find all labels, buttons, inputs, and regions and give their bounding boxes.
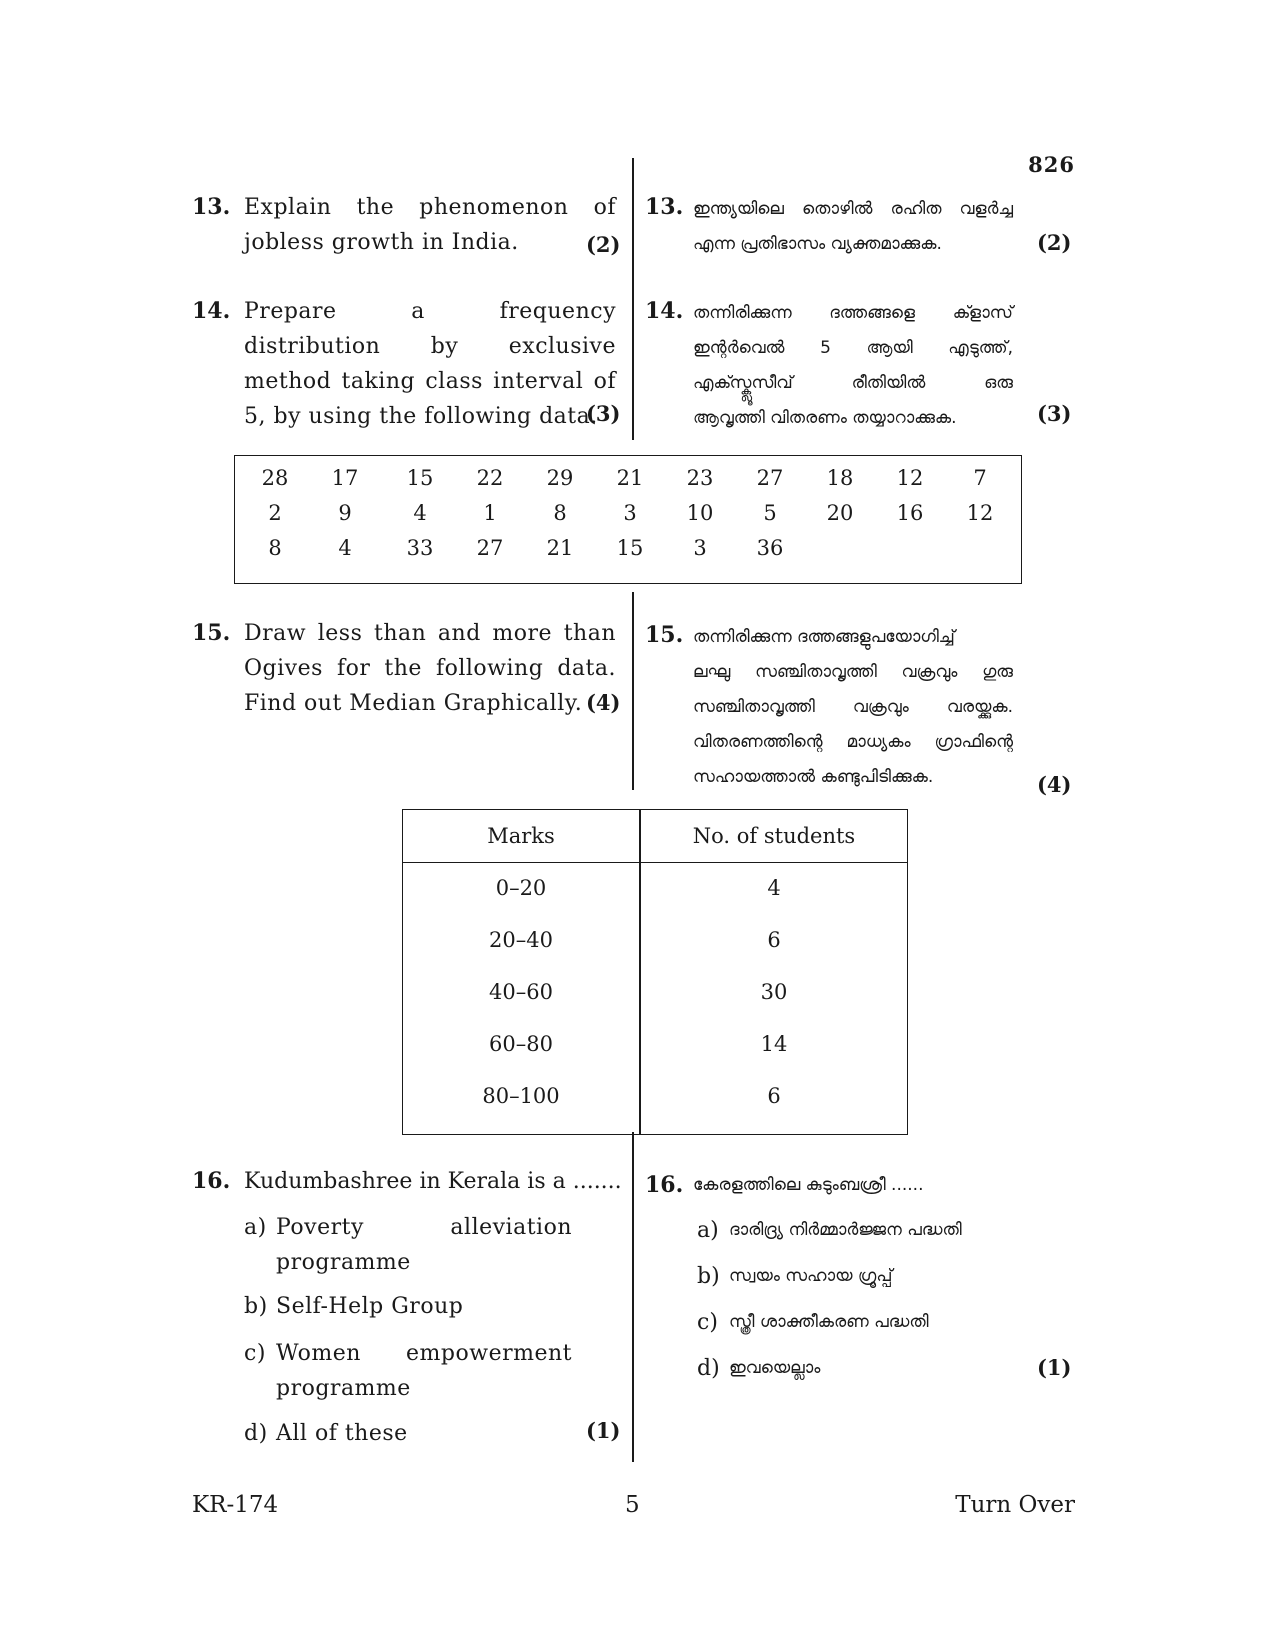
marks-label: (4) — [1037, 772, 1072, 797]
page-number: 5 — [625, 1492, 640, 1518]
table-header-students: No. of students — [692, 824, 856, 848]
question-text-line: Prepare a frequency — [244, 299, 616, 324]
question-text-line: Explain the phenomenon of — [244, 195, 616, 220]
option-c-malayalam — [697, 1305, 1017, 1340]
frequency-data-box — [234, 455, 1022, 584]
option-text: സ്ത്രീ ശാക്തീകരണ പദ്ധതി — [729, 1312, 929, 1332]
option-b-malayalam — [697, 1259, 1017, 1294]
question-stem: കേരളത്തിലെ കുടുംബശ്രീ ...... — [693, 1175, 924, 1195]
option-label: d) — [697, 1356, 720, 1381]
question-number: 15. — [645, 622, 684, 648]
question-14-malayalam — [645, 294, 1015, 434]
data-value: 3 — [623, 501, 637, 525]
marks-label: (1) — [586, 1418, 621, 1443]
question-number: 14. — [645, 298, 684, 324]
option-label: b) — [697, 1264, 720, 1289]
footer-code: KR-174 — [192, 1492, 279, 1518]
data-value: 5 — [763, 501, 777, 525]
data-value: 18 — [826, 466, 854, 490]
question-text-line: എക്സ്ക്ലൂസീവ് രീതിയിൽ ഒരു — [693, 373, 1013, 393]
data-value: 21 — [616, 466, 644, 490]
question-text-line: എന്ന പ്രതിഭാസം വ്യക്തമാക്കുക. — [693, 234, 942, 254]
question-text-line: സഞ്ചിതാവൃത്തി വക്രവും വരയ്ക്കുക. — [693, 697, 1013, 717]
question-text-line: സഹായത്താൽ കണ്ടുപിടിക്കുക. — [693, 767, 934, 787]
option-text-line: Poverty alleviation — [276, 1215, 572, 1240]
table-cell-marks: 40–60 — [489, 980, 553, 1004]
data-value: 36 — [756, 536, 784, 560]
option-d-english — [244, 1416, 574, 1451]
marks-label: (1) — [1037, 1355, 1072, 1380]
data-value: 1 — [483, 501, 497, 525]
data-value: 12 — [896, 466, 924, 490]
data-value: 2 — [268, 501, 282, 525]
option-b-english — [244, 1289, 574, 1324]
question-text-line: ലഘു സഞ്ചിതാവൃത്തി വക്രവും ഗുരു — [693, 662, 1013, 682]
question-text-line: 5, by using the following data. — [244, 404, 598, 429]
question-14-english — [192, 294, 632, 434]
data-value: 4 — [338, 536, 352, 560]
table-cell-students: 30 — [760, 980, 788, 1004]
data-value: 20 — [826, 501, 854, 525]
option-text: സ്വയം സഹായ ഗ്രൂപ്പ് — [729, 1266, 893, 1286]
data-value: 28 — [261, 466, 289, 490]
data-value: 15 — [406, 466, 434, 490]
question-number: 16. — [192, 1168, 231, 1194]
data-value: 9 — [338, 501, 352, 525]
option-label: a) — [244, 1215, 267, 1240]
table-cell-students: 6 — [767, 928, 781, 952]
data-value: 21 — [546, 536, 574, 560]
data-value: 27 — [476, 536, 504, 560]
question-16-english — [192, 1164, 632, 1204]
data-value: 15 — [616, 536, 644, 560]
option-text-line: Self-Help Group — [276, 1294, 464, 1319]
question-text-line: Draw less than and more than — [244, 621, 616, 646]
table-cell-marks: 0–20 — [495, 876, 547, 900]
question-15-malayalam — [645, 618, 1015, 798]
question-text-line: തന്നിരിക്കുന്ന ദത്തങ്ങളുപയോഗിച്ച് — [693, 627, 955, 647]
marks-label: (2) — [1037, 230, 1072, 255]
option-text-line: All of these — [276, 1421, 408, 1446]
data-value: 27 — [756, 466, 784, 490]
data-value: 23 — [686, 466, 714, 490]
option-text: ഇവയെല്ലാം — [729, 1358, 821, 1378]
question-number: 13. — [645, 194, 684, 220]
option-label: c) — [697, 1310, 718, 1335]
question-16-malayalam — [645, 1168, 1015, 1208]
data-value: 3 — [693, 536, 707, 560]
option-a-english — [244, 1210, 574, 1280]
table-cell-students: 4 — [767, 876, 781, 900]
data-value: 8 — [268, 536, 282, 560]
question-text-line: distribution by exclusive — [244, 334, 616, 359]
table-cell-marks: 60–80 — [489, 1032, 553, 1056]
table-cell-students: 14 — [760, 1032, 788, 1056]
marks-frequency-table — [402, 809, 908, 1135]
data-value: 7 — [973, 466, 987, 490]
option-label: c) — [244, 1341, 266, 1366]
table-cell-students: 6 — [767, 1084, 781, 1108]
data-value: 12 — [966, 501, 994, 525]
question-text-line: വിതരണത്തിന്റെ മാധ്യകം ഗ്രാഫിന്റെ — [693, 732, 1013, 752]
option-text-line: Women empowerment — [276, 1341, 572, 1366]
data-value: 10 — [686, 501, 714, 525]
question-stem: Kudumbashree in Kerala is a ....... — [244, 1169, 622, 1194]
option-label: b) — [244, 1294, 268, 1319]
question-text-line: Find out Median Graphically. — [244, 691, 583, 716]
question-text-line: method taking class interval of — [244, 369, 616, 394]
turn-over-label: Turn Over — [955, 1492, 1075, 1518]
column-divider-2 — [632, 592, 634, 790]
table-header-marks: Marks — [487, 824, 555, 848]
column-divider-1 — [632, 158, 634, 440]
question-text-line: jobless growth in India. — [244, 230, 519, 255]
question-text-line: Ogives for the following data. — [244, 656, 616, 681]
option-d-malayalam — [697, 1351, 1017, 1386]
question-number: 14. — [192, 298, 231, 324]
marks-label: (2) — [586, 232, 621, 257]
option-text-line: programme — [276, 1376, 411, 1401]
data-value: 4 — [413, 501, 427, 525]
marks-label: (4) — [586, 690, 621, 715]
data-value: 17 — [331, 466, 359, 490]
column-divider-3 — [632, 1132, 634, 1462]
question-13-malayalam — [645, 190, 1015, 270]
table-cell-marks: 20–40 — [489, 928, 553, 952]
data-value: 22 — [476, 466, 504, 490]
data-value: 8 — [553, 501, 567, 525]
option-text-line: programme — [276, 1250, 411, 1275]
question-number: 16. — [645, 1172, 684, 1198]
option-label: d) — [244, 1421, 268, 1446]
paper-code: 826 — [1028, 152, 1075, 177]
question-number: 13. — [192, 194, 231, 220]
option-text: ദാരിദ്ര്യ നിർമ്മാർജ്ജന പദ്ധതി — [729, 1220, 962, 1240]
data-value: 16 — [896, 501, 924, 525]
question-number: 15. — [192, 620, 231, 646]
question-text-line: ഇന്റർവെൽ 5 ആയി എടുത്ത്, — [693, 338, 1013, 358]
marks-label: (3) — [586, 401, 621, 426]
table-cell-marks: 80–100 — [482, 1084, 560, 1108]
data-value: 33 — [406, 536, 434, 560]
question-text-line: തന്നിരിക്കുന്ന ദത്തങ്ങളെ ക്ളാസ് — [693, 303, 1013, 323]
question-text-line: ഇന്ത്യയിലെ തൊഴിൽ രഹിത വളർച്ച — [693, 199, 1013, 219]
option-label: a) — [697, 1218, 719, 1243]
question-13-english — [192, 190, 632, 270]
option-a-malayalam — [697, 1213, 1017, 1248]
question-15-english — [192, 616, 632, 726]
question-text-line: ആവൃത്തി വിതരണം തയ്യാറാക്കുക. — [693, 408, 957, 428]
data-value: 29 — [546, 466, 574, 490]
option-c-english — [244, 1336, 574, 1406]
marks-label: (3) — [1037, 401, 1072, 426]
